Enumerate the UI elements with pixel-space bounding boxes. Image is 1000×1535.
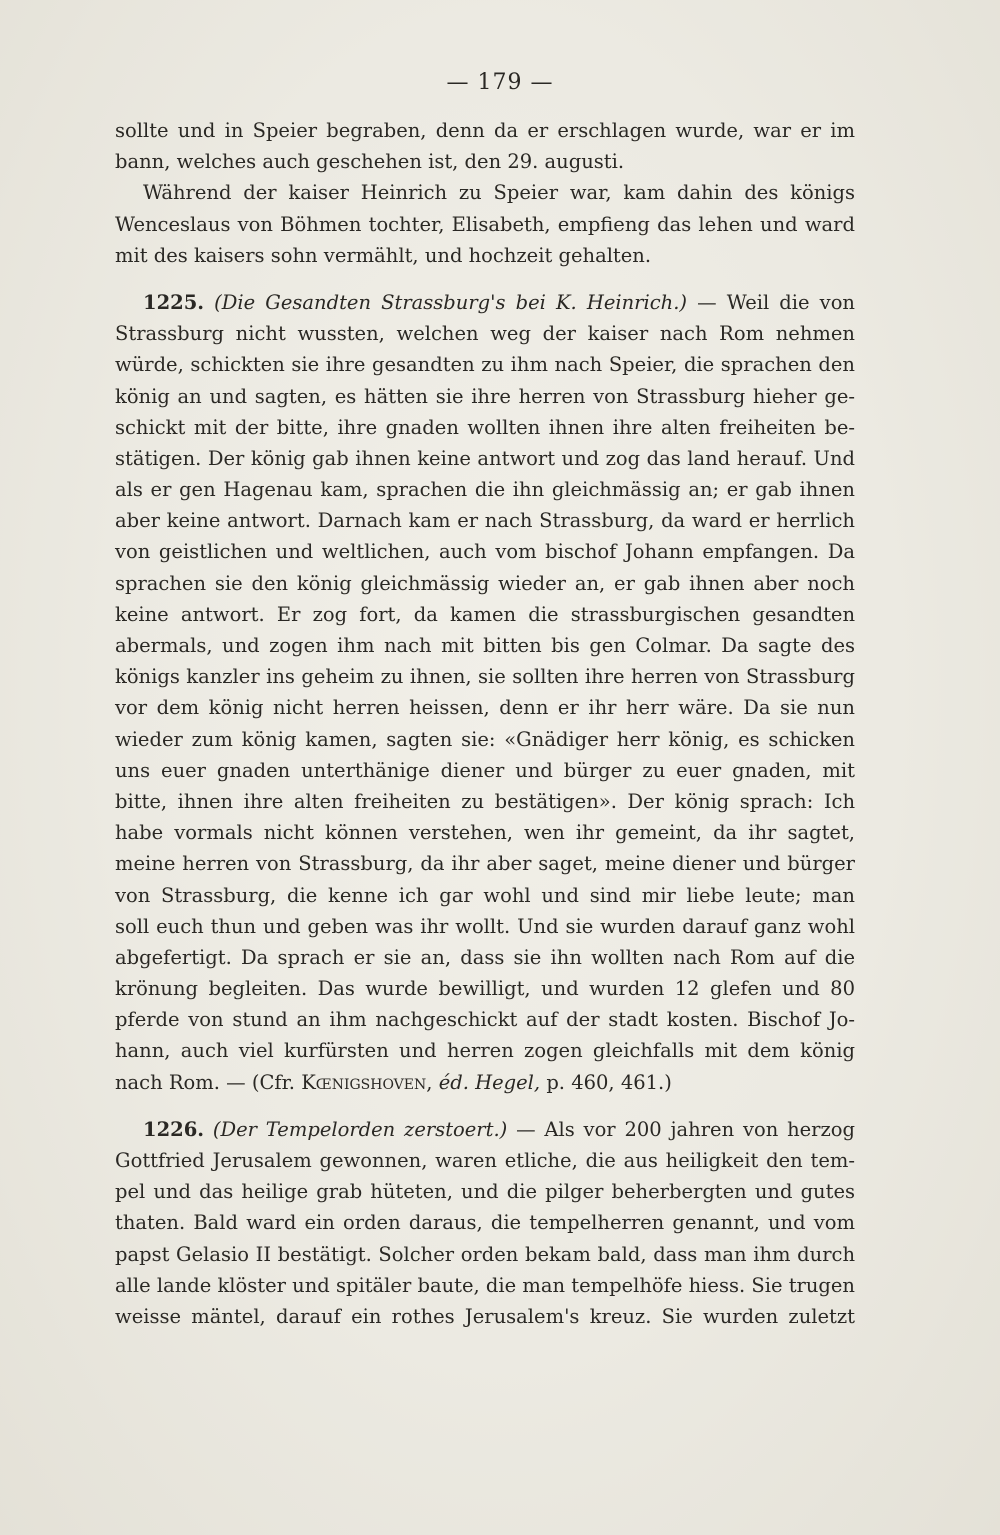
text-line: königs kanzler ins geheim zu ihnen, sie sollten ihre herren von Strassburg bbox=[115, 665, 855, 689]
text-line: weisse mäntel, darauf ein rothes Jerusalem's kreuz. Sie wurden zuletzt bbox=[115, 1304, 855, 1328]
entry-title: (Der Tempelorden zerstoert.) bbox=[212, 1117, 508, 1141]
citation-edition: éd. Hegel, bbox=[438, 1070, 541, 1094]
citation-pages: p. 460, 461.) bbox=[540, 1070, 672, 1094]
text-line: bann, welches auch geschehen ist, den 29. augusti. bbox=[115, 150, 625, 174]
text-line: stätigen. Der könig gab ihnen keine antwort und zog das land herauf. Und bbox=[115, 446, 855, 470]
text-line: soll euch thun und geben was ihr wollt. Und sie wurden darauf ganz wohl bbox=[115, 914, 855, 938]
text-line: hann, auch viel kurfürsten und herren zogen gleichfalls mit dem könig bbox=[115, 1039, 855, 1063]
intro-paragraph bbox=[115, 115, 855, 177]
text-line: uns euer gnaden unterthänige diener und bürger zu euer gnaden, mit bbox=[115, 758, 855, 782]
entry-heading-line bbox=[115, 287, 855, 318]
text-line: Während der kaiser Heinrich zu Speier war, kam dahin des königs bbox=[143, 181, 855, 205]
citation-prefix: nach Rom. — (Cfr. bbox=[115, 1070, 302, 1094]
text-line: könig an und sagten, es hätten sie ihre herren von Strassburg hieher ge- bbox=[115, 384, 855, 408]
citation-separator: , bbox=[426, 1070, 439, 1094]
text-line: schickt mit der bitte, ihre gnaden wollten ihnen ihre alten freiheiten be- bbox=[115, 415, 855, 439]
entry-heading-line bbox=[115, 1114, 855, 1145]
citation-line bbox=[115, 1067, 855, 1098]
entry-number: 1225. bbox=[143, 290, 205, 314]
text-line: von Strassburg, die kenne ich gar wohl und sind mir liebe leute; man bbox=[115, 883, 855, 907]
entry-1226 bbox=[115, 1114, 855, 1332]
text-line: sprachen sie den könig gleichmässig wieder an, er gab ihnen aber noch bbox=[115, 571, 855, 595]
text-line: pferde von stund an ihm nachgeschickt auf der stadt kosten. Bischof Jo- bbox=[115, 1008, 855, 1032]
citation-author: Kœnigshoven bbox=[301, 1070, 427, 1094]
text-line: aber keine antwort. Darnach kam er nach Strassburg, da ward er herrlich bbox=[115, 509, 855, 533]
text-line: wieder zum könig kamen, sagten sie: «Gnädiger herr könig, es schicken bbox=[115, 727, 855, 751]
text-line: würde, schickten sie ihre gesandten zu ihm nach Speier, die sprachen den bbox=[115, 353, 855, 377]
paragraph-heinrich-speier bbox=[115, 177, 855, 271]
text-line: Gottfried Jerusalem gewonnen, waren etliche, die aus heiligkeit den tem- bbox=[115, 1149, 855, 1172]
text-line: Wenceslaus von Böhmen tochter, Elisabeth, empfieng das lehen und ward bbox=[115, 212, 855, 236]
text-line: krönung begleiten. Das wurde bewilligt, und wurden 12 glefen und 80 bbox=[115, 977, 855, 1001]
paragraph-gap bbox=[115, 1098, 855, 1114]
text-line: habe vormals nicht können verstehen, wen ihr gemeint, da ihr sagtet, bbox=[115, 821, 855, 845]
paragraph-gap bbox=[115, 271, 855, 287]
text-line: als er gen Hagenau kam, sprachen die ihn gleichmässig an; er gab ihnen bbox=[115, 478, 855, 502]
text-line: pel und das heilige grab hüteten, und die pilger beherbergten und gutes bbox=[115, 1180, 855, 1204]
text-line: papst Gelasio II bestätigt. Solcher orden bekam bald, dass man ihm durch bbox=[115, 1242, 855, 1266]
page-text bbox=[115, 115, 855, 1332]
entry-text: — Weil die von bbox=[687, 290, 855, 314]
text-line: meine herren von Strassburg, da ihr aber saget, meine diener und bürger bbox=[115, 852, 855, 876]
text-line: sollte und in Speier begraben, denn da er erschlagen wurde, war er im bbox=[115, 119, 855, 142]
text-line: von geistlichen und weltlichen, auch vom bischof Johann empfangen. Da bbox=[115, 540, 855, 564]
page-number: — 179 — bbox=[446, 70, 554, 95]
entry-title: (Die Gesandten Strassburg's bei K. Heinrich.) bbox=[214, 290, 688, 314]
text-line: abermals, und zogen ihm nach mit bitten bis gen Colmar. Da sagte des bbox=[115, 634, 855, 657]
text-line: mit des kaisers sohn vermählt, und hochzeit gehalten. bbox=[115, 243, 652, 267]
text-line: Strassburg nicht wussten, welchen weg der kaiser nach Rom nehmen bbox=[115, 322, 855, 346]
entry-text: — Als vor 200 jahren von herzog bbox=[507, 1117, 855, 1141]
entry-number: 1226. bbox=[143, 1117, 205, 1141]
text-line: alle lande klöster und spitäler baute, die man tempelhöfe hiess. Sie trugen bbox=[115, 1273, 855, 1297]
entry-1225 bbox=[115, 287, 855, 1098]
text-line: abgefertigt. Da sprach er sie an, dass sie ihn wollten nach Rom auf die bbox=[115, 945, 855, 969]
text-line: thaten. Bald ward ein orden daraus, die tempelherren genannt, und vom bbox=[115, 1211, 855, 1235]
text-line: keine antwort. Er zog fort, da kamen die strassburgischen gesandten bbox=[115, 602, 855, 626]
text-line: vor dem könig nicht herren heissen, denn er ihr herr wäre. Da sie nun bbox=[115, 696, 855, 720]
text-line: bitte, ihnen ihre alten freiheiten zu bestätigen». Der könig sprach: Ich bbox=[115, 789, 855, 813]
